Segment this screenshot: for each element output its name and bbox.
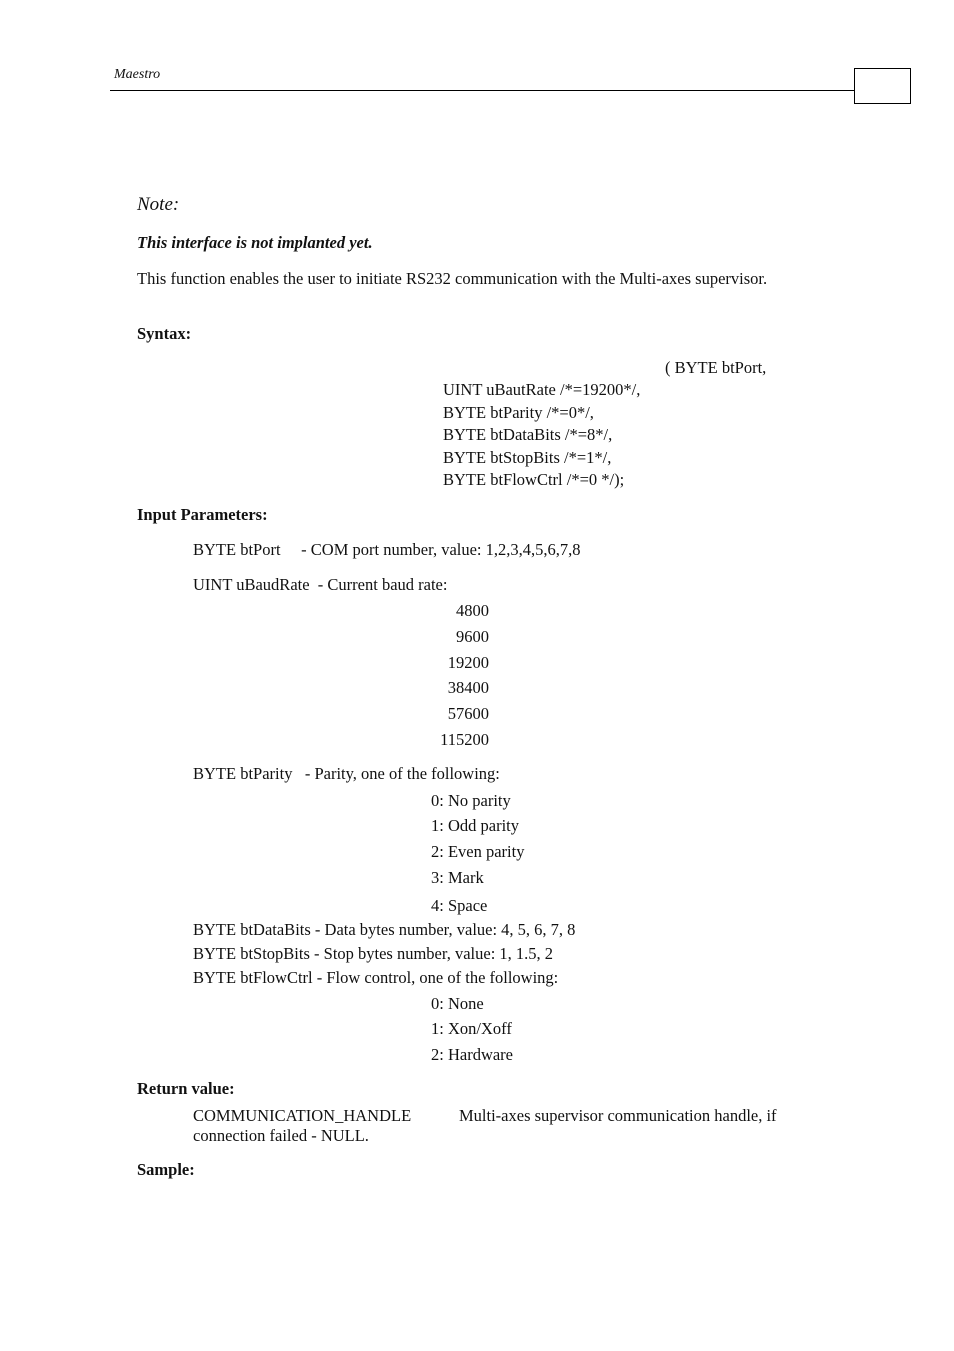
return-type: COMMUNICATION_HANDLE: [193, 1106, 412, 1125]
input-parameters-heading: Input Parameters:: [137, 505, 268, 524]
flowctrl-option: 2: Hardware: [431, 1045, 514, 1064]
return-description: Multi-axes supervisor communication handle, if: [459, 1106, 777, 1125]
syntax-line: BYTE btStopBits /*=1*/,: [443, 448, 612, 467]
page-number-box: [854, 68, 911, 104]
return-value-heading: Return value:: [137, 1079, 235, 1098]
baud-value: 4800: [456, 601, 489, 620]
flowctrl-option: 0: None: [431, 994, 484, 1013]
syntax-line: UINT uBautRate /*=19200*/,: [443, 380, 641, 399]
baud-value: 38400: [447, 678, 489, 697]
syntax-line: BYTE btFlowCtrl /*=0 */);: [443, 470, 625, 489]
syntax-line: BYTE btParity /*=0*/,: [443, 403, 594, 422]
flowctrl-option: 1: Xon/Xoff: [431, 1019, 512, 1038]
param-baud-label: UINT uBaudRate - Current baud rate:: [193, 575, 448, 594]
param-port: BYTE btPort - COM port number, value: 1,2,3,4,5,6,7,8: [193, 540, 581, 559]
baud-value: 9600: [456, 627, 489, 646]
parity-option: 3: Mark: [431, 868, 484, 887]
running-header: Maestro: [114, 67, 161, 82]
parity-option: 2: Even parity: [431, 842, 525, 861]
baud-value: 57600: [447, 704, 489, 723]
param-flowctrl-label: BYTE btFlowCtrl - Flow control, one of the following:: [193, 968, 559, 987]
param-databits: BYTE btDataBits - Data bytes number, value: 4, 5, 6, 7, 8: [193, 920, 576, 939]
param-parity-label: BYTE btParity - Parity, one of the following:: [193, 764, 500, 783]
baud-value: 19200: [447, 653, 489, 672]
parity-option: 0: No parity: [431, 791, 511, 810]
sample-heading: Sample:: [137, 1160, 195, 1179]
syntax-line: BYTE btDataBits /*=8*/,: [443, 425, 613, 444]
syntax-heading: Syntax:: [137, 324, 192, 343]
parity-option: 4: Space: [431, 896, 488, 915]
baud-value: 115200: [440, 730, 489, 749]
header-rule: [110, 90, 854, 91]
note-title: Note:: [137, 194, 180, 215]
return-description-continued: connection failed - NULL.: [193, 1126, 369, 1145]
param-stopbits: BYTE btStopBits - Stop bytes number, value: 1, 1.5, 2: [193, 944, 554, 963]
syntax-line: ( BYTE btPort,: [665, 358, 767, 377]
parity-option: 1: Odd parity: [431, 816, 519, 835]
function-description: This function enables the user to initiate RS232 communication with the Multi-axes supervisor.: [137, 269, 768, 288]
note-text: This interface is not implanted yet.: [137, 233, 373, 252]
